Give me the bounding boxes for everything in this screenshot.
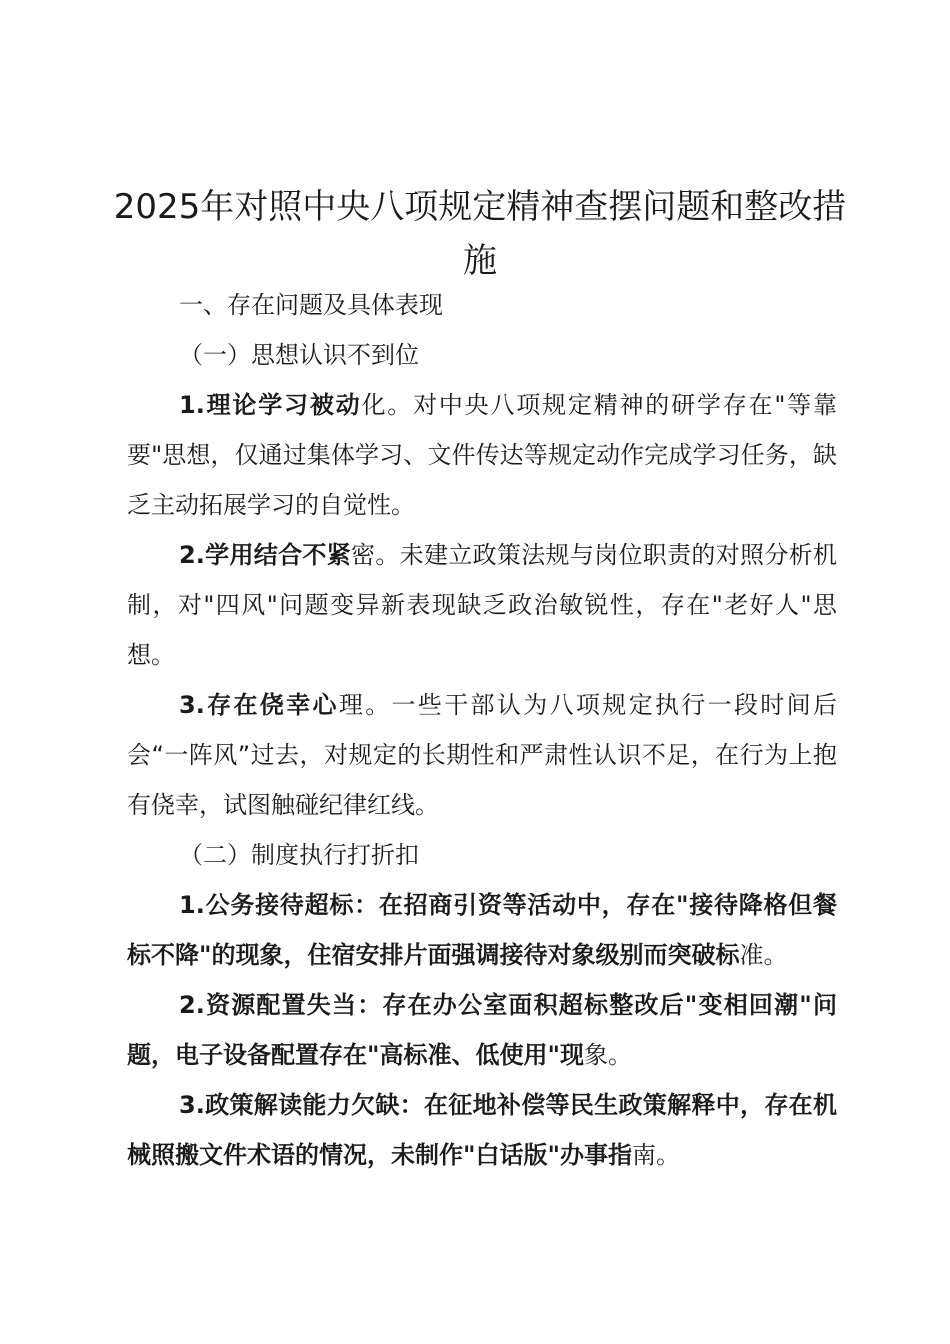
- paragraph-2-1-lead: 1.公务接待超标：在招商引资等活动中，存在"接待降格但餐标不降"的现象，住宿安排片面强调接待对象级别而突破标: [127, 891, 837, 969]
- paragraph-1-1: [127, 380, 837, 530]
- paragraph-2-3: [127, 1080, 837, 1180]
- paragraph-1-3-body: 理。一些干部认为八项规定执行一段时间后会“一阵风”过去，对规定的长期性和严肃性认识不足，在行为上抱有侥幸，试图触碰纪律红线。: [127, 691, 837, 819]
- paragraph-2-1-body: 准。: [739, 941, 788, 969]
- paragraph-2-2-lead: 2.资源配置失当：存在办公室面积超标整改后"变相回潮"问题，电子设备配置存在"高标准、低使用"现: [127, 991, 837, 1069]
- paragraph-1-3: [127, 680, 837, 830]
- subsection-heading-2: （二）制度执行打折扣: [179, 841, 419, 869]
- section-heading-1: 一、存在问题及具体表现: [179, 291, 443, 319]
- paragraph-1-3-lead: 3.存在侥幸心: [179, 691, 339, 719]
- paragraph-2-2-body: 象。: [584, 1041, 633, 1069]
- paragraph-2-1: [127, 880, 837, 980]
- paragraph-1-2-body: 密。未建立政策法规与岗位职责的对照分析机制，对"四风"问题变异新表现缺乏政治敏锐性，存在"老好人"思想。: [127, 541, 838, 669]
- paragraph-1-1-lead: 1.理论学习被动: [179, 391, 362, 419]
- paragraph-1-1-body: 化。对中央八项规定精神的研学存在"等靠要"思想，仅通过集体学习、文件传达等规定动作完成学习任务，缺乏主动拓展学习的自觉性。: [127, 391, 837, 519]
- document-title: 2025年对照中央八项规定精神查摆问题和整改措施: [113, 187, 847, 281]
- paragraph-2-3-body: 南。: [632, 1141, 681, 1169]
- subsection-heading-1: （一）思想认识不到位: [179, 341, 419, 369]
- paragraph-1-2-lead: 2.学用结合不紧: [179, 541, 352, 569]
- paragraph-2-3-lead: 3.政策解读能力欠缺：在征地补偿等民生政策解释中，存在机械照搬文件术语的情况，未制作"白话版"办事指: [127, 1091, 837, 1169]
- paragraph-1-2: [127, 530, 837, 680]
- paragraph-2-2: [127, 980, 837, 1080]
